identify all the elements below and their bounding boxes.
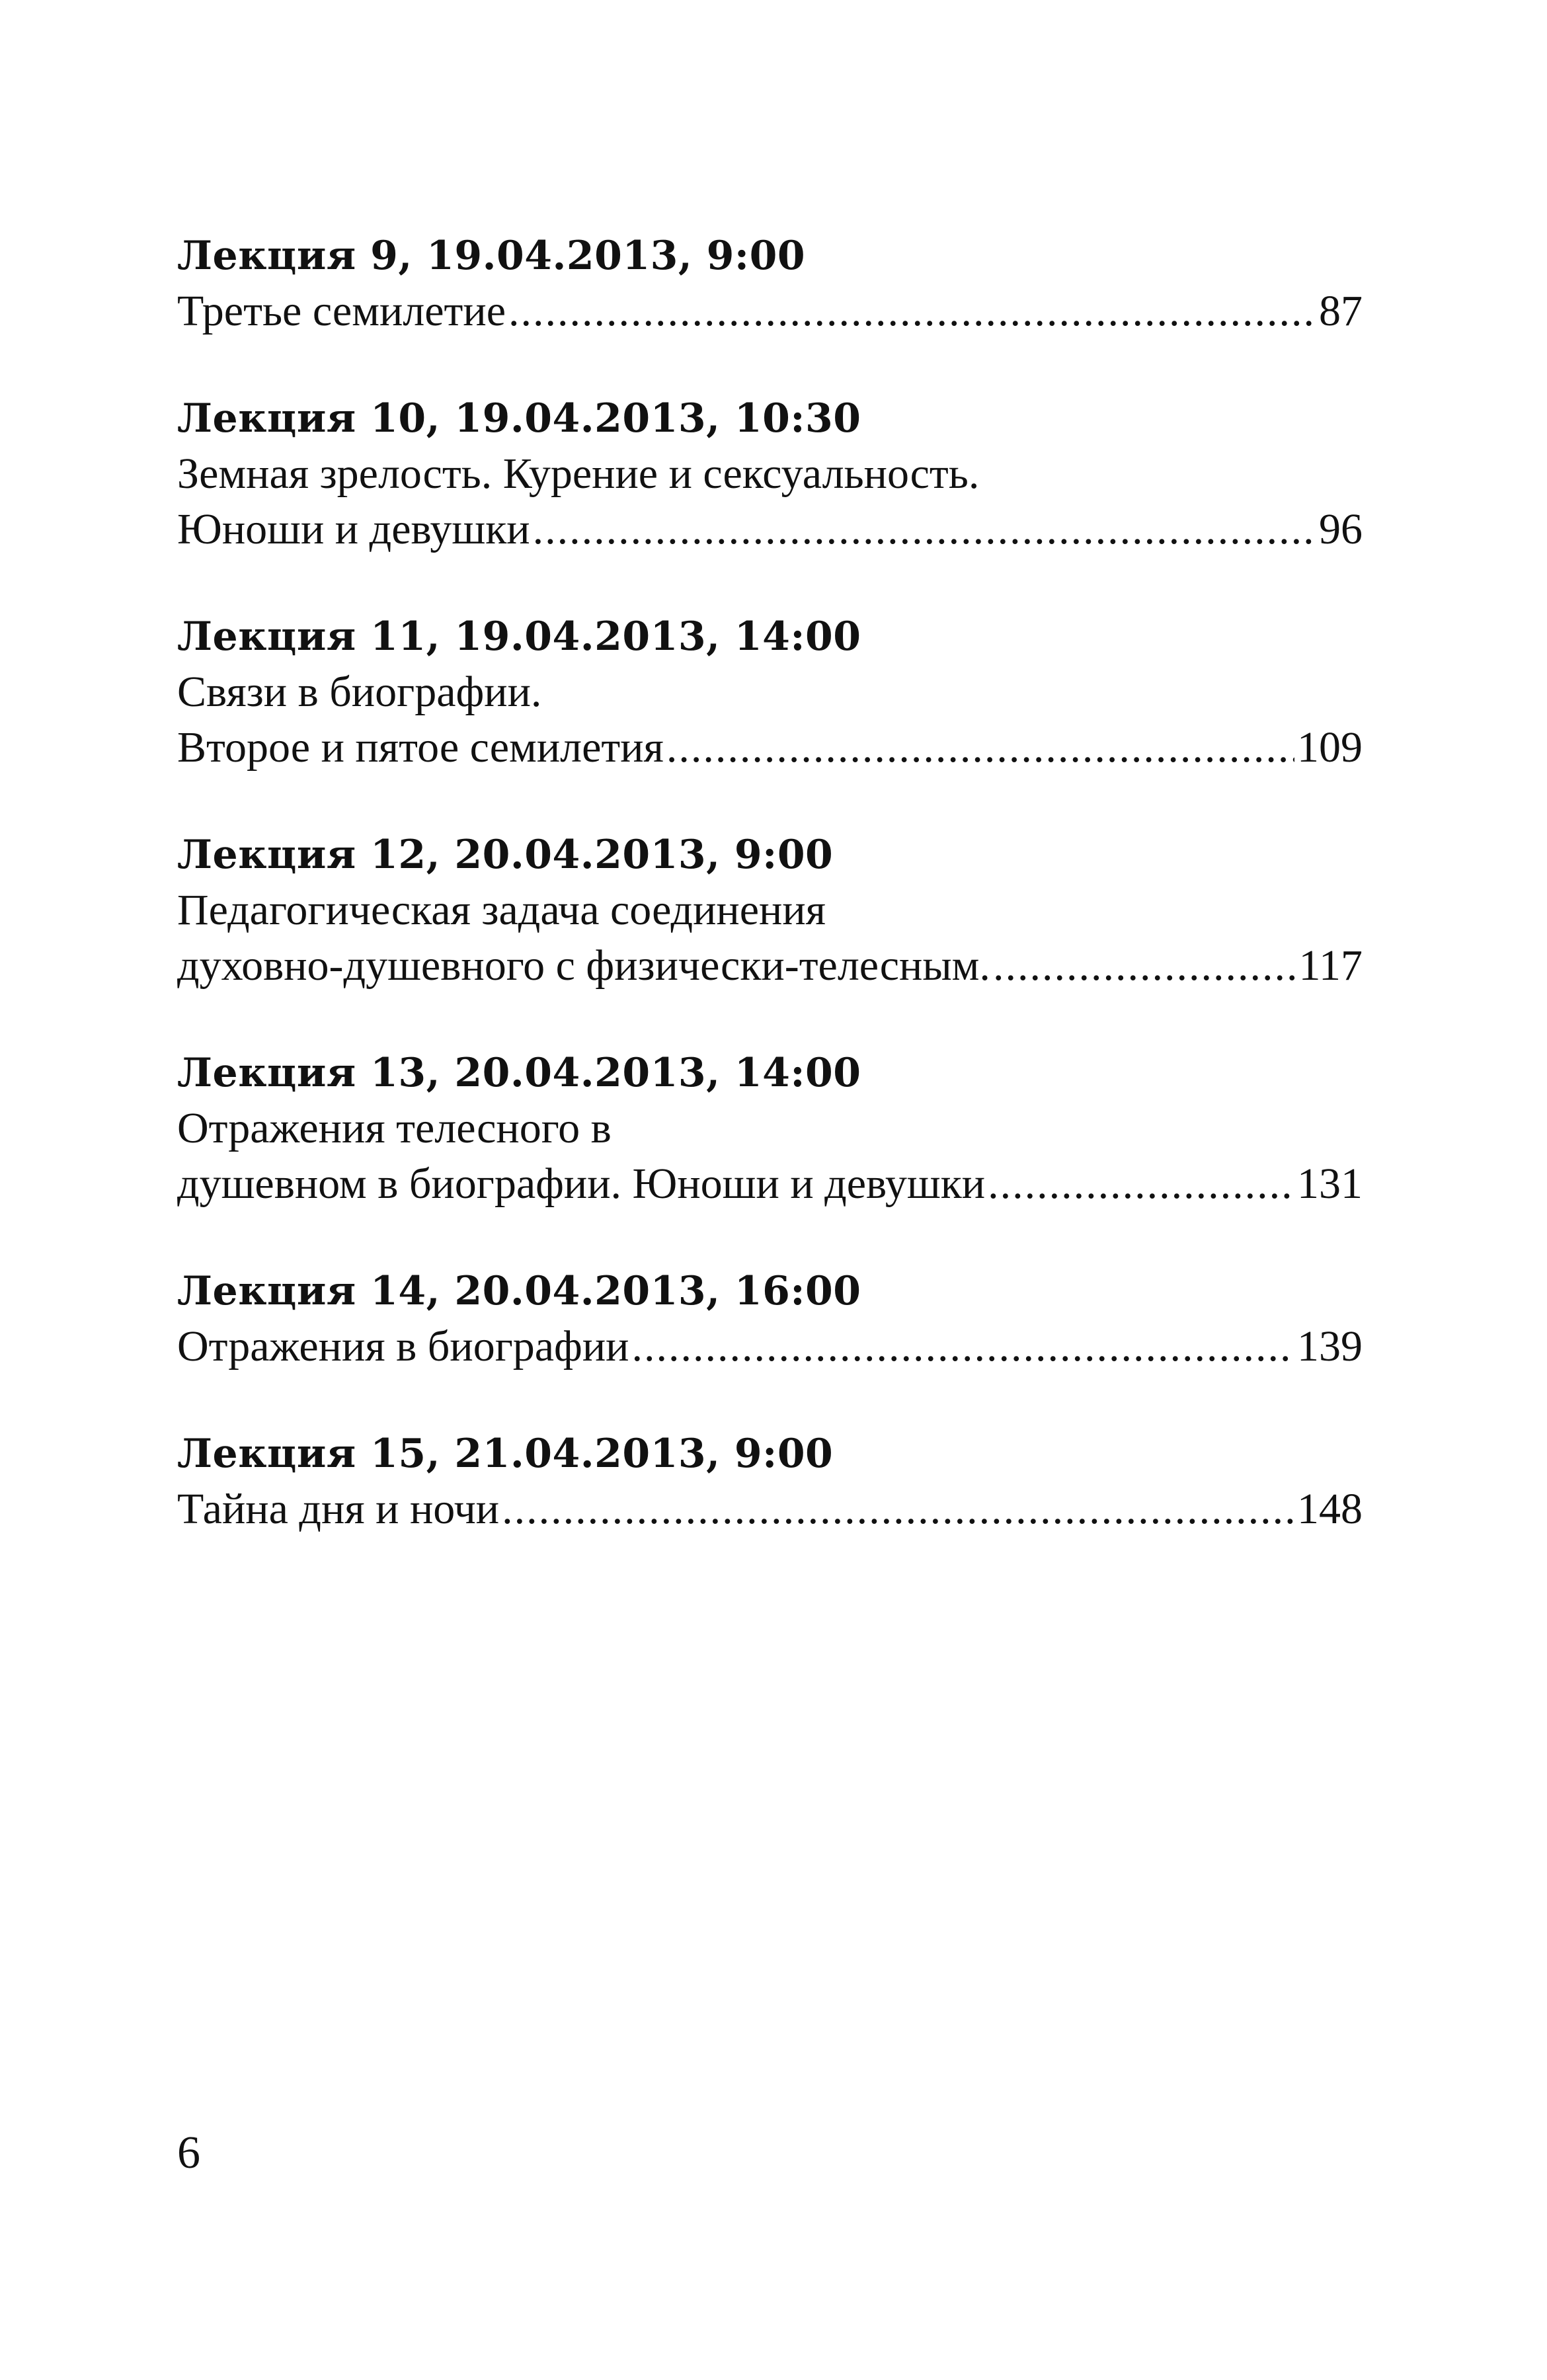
toc-entry-lecture-11[interactable]	[177, 609, 1363, 775]
lecture-heading: Лекция 9, 19.04.2013, 9:00	[177, 233, 806, 279]
dot-leader	[666, 720, 1294, 775]
page-ref: 96	[1319, 505, 1363, 553]
page-ref: 117	[1298, 941, 1363, 990]
lecture-heading: Лекция 12, 20.04.2013, 9:00	[177, 832, 834, 878]
lecture-title: Второе и пятое семилетия	[177, 723, 664, 772]
lecture-title: Юноши и девушки	[177, 505, 530, 553]
lecture-heading: Лекция 11, 19.04.2013, 14:00	[177, 614, 861, 660]
page-ref: 87	[1319, 287, 1363, 335]
page-ref: 131	[1297, 1160, 1363, 1208]
toc-entry-lecture-15[interactable]	[177, 1426, 1363, 1537]
toc-leader-line	[177, 1156, 1363, 1212]
toc-leader-line	[177, 720, 1363, 775]
page-ref: 109	[1297, 723, 1363, 772]
lecture-heading: Лекция 13, 20.04.2013, 14:00	[177, 1050, 861, 1096]
toc-leader-line	[177, 1482, 1363, 1537]
lecture-heading: Лекция 15, 21.04.2013, 9:00	[177, 1431, 834, 1477]
dot-leader	[502, 1482, 1294, 1537]
toc-leader-line	[177, 284, 1363, 339]
dot-leader	[631, 1319, 1294, 1374]
toc-entry-lecture-12[interactable]	[177, 827, 1363, 994]
lecture-heading: Лекция 10, 19.04.2013, 10:30	[177, 395, 861, 442]
toc-leader-line	[177, 938, 1363, 994]
lecture-title: духовно-душевного с физически-телесным.	[177, 941, 990, 990]
toc-leader-line	[177, 1319, 1363, 1374]
toc-entry-lecture-14[interactable]	[177, 1263, 1363, 1374]
toc-entry-lecture-9[interactable]	[177, 228, 1363, 339]
lecture-title-line: Связи в биографии.	[177, 668, 542, 716]
page-ref: 148	[1297, 1485, 1363, 1533]
lecture-title: Тайна дня и ночи	[177, 1485, 500, 1533]
lecture-title-line: Отражения телесного в	[177, 1104, 612, 1152]
table-of-contents	[177, 228, 1363, 1537]
toc-leader-line	[177, 502, 1363, 557]
lecture-title: Отражения в биографии	[177, 1322, 629, 1370]
toc-entry-lecture-10[interactable]	[177, 391, 1363, 557]
dot-leader	[988, 1156, 1294, 1212]
dot-leader	[508, 284, 1316, 339]
dot-leader	[993, 938, 1296, 994]
page-number: 6	[177, 2127, 200, 2178]
lecture-title-line: Педагогическая задача соединения	[177, 886, 826, 934]
dot-leader	[533, 502, 1316, 557]
lecture-title: Третье семилетие	[177, 287, 506, 335]
page-ref: 139	[1297, 1322, 1363, 1370]
lecture-heading: Лекция 14, 20.04.2013, 16:00	[177, 1268, 861, 1314]
lecture-title-line: Земная зрелость. Курение и сексуальность.	[177, 450, 980, 498]
toc-entry-lecture-13[interactable]	[177, 1045, 1363, 1212]
lecture-title: душевном в биографии. Юноши и девушки	[177, 1160, 986, 1208]
